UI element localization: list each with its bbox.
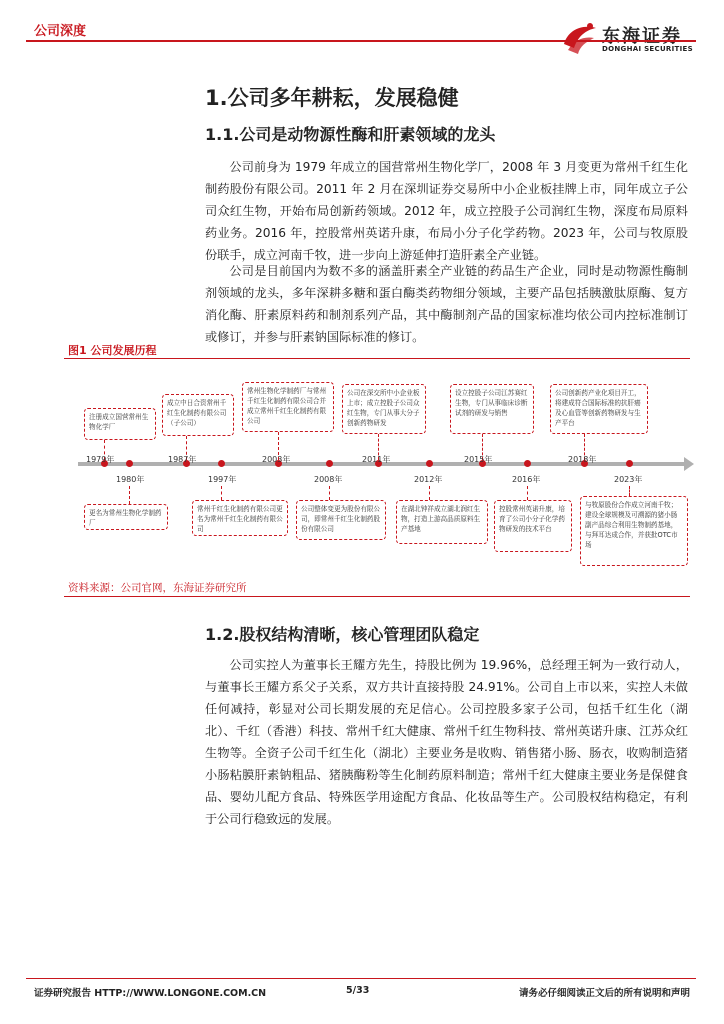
timeline-year: 2012年 xyxy=(414,475,443,484)
paragraph-ownership-structure: 公司实控人为董事长王耀方先生，持股比例为 19.96%，总经理王轲为一致行动人，与董事长王耀方系父子关系，双方共计直接持股 24.91%。公司自上市以来，实控人未做任何减持，彰显对公司长期发展的充足信心。公司控股多家子公司，包括千红生化（湖北）、千红（香港）科技、常州千红大健康、常州千红生物科技、常州英诺升康、江苏众红生物等。全资子公司千红生化（湖北）主要业务是收购、销售猪小肠、肠衣，收购制造猪小肠粘膜肝素钠粗品、猪胰酶粉等生化制药原料制造；常州千红大健康主要业务是保健食品、婴幼儿配方食品、特殊医学用途配方食品、化妆品等生产。公司股权结构稳定，有利于公司行稳致远的发展。 xyxy=(205,658,688,826)
timeline-event-box: 注册成立国营常州生物化学厂 xyxy=(84,408,156,440)
timeline-event-box: 在湖北钟祥成立湖北润红生物，打造上游高品质原料生产基地 xyxy=(396,500,488,544)
timeline-year: 2016年 xyxy=(512,475,541,484)
timeline-connector xyxy=(221,486,222,500)
figure-source: 资料来源：公司官网，东海证券研究所 xyxy=(68,582,247,594)
timeline-event-box: 常州千红生化制药有限公司更名为常州千红生化制药有限公司 xyxy=(192,500,288,536)
section-title: 1.公司多年耕耘，发展稳健 xyxy=(205,86,459,110)
development-timeline xyxy=(64,362,690,574)
paragraph-company-position: 公司是目前国内为数不多的涵盖肝素全产业链的药品生产企业，同时是动物源性酶制剂领域的龙头，多年深耕多糖和蛋白酶类药物细分领域，主要产品包括胰激肽原酶、复方消化酶、肝素原料药和制剂系列产品，其中酶制剂产品的国家标准均依公司内控标准制订或修订，并参与肝素钠国际标准的修订。 xyxy=(205,264,688,344)
timeline-year: 2011年 xyxy=(362,455,391,464)
timeline-year: 1979年 xyxy=(86,455,115,464)
timeline-dot xyxy=(626,460,633,467)
timeline-event-box: 设立控股子公司江苏赛红生物，专门从事临床诊断试剂的研发与销售 xyxy=(450,384,534,434)
timeline-dot xyxy=(524,460,531,467)
timeline-event-box: 公司整体变更为股份有限公司，即常州千红生化制药股份有限公司 xyxy=(296,500,386,540)
timeline-year: 1997年 xyxy=(208,475,237,484)
timeline-dot xyxy=(218,460,225,467)
logo-emblem-icon xyxy=(560,18,600,58)
timeline-year: 1987年 xyxy=(168,455,197,464)
timeline-year: 2018年 xyxy=(568,455,597,464)
logo-text-en: DONGHAI SECURITIES xyxy=(602,45,693,53)
timeline-connector xyxy=(129,486,130,504)
timeline-event-box: 控股常州英诺升康，培育了公司小分子化学药物研发的技术平台 xyxy=(494,500,572,552)
figure-top-rule xyxy=(64,358,690,359)
timeline-event-box: 成立中日合资常州千红生化制药有限公司（子公司） xyxy=(162,394,234,436)
timeline-dot xyxy=(326,460,333,467)
subsection-title-1-1: 1.1.公司是动物源性酶和肝素领域的龙头 xyxy=(205,125,496,144)
subsection-title-1-2: 1.2.股权结构清晰，核心管理团队稳定 xyxy=(205,625,480,644)
timeline-connector xyxy=(629,486,630,496)
timeline-connector xyxy=(329,486,330,500)
timeline-event-box: 公司在深交所中小企业板上市；成立控股子公司众红生物，专门从事大分子创新药物研发 xyxy=(342,384,426,434)
timeline-year: 2023年 xyxy=(614,475,643,484)
timeline-connector xyxy=(527,486,528,500)
timeline-year: 2008年 xyxy=(314,475,343,484)
header-divider xyxy=(26,40,696,42)
footer-report-link[interactable]: 证券研究报告 HTTP://WWW.LONGONE.COM.CN xyxy=(34,988,267,999)
footer-divider xyxy=(26,978,696,979)
timeline-event-box: 公司创新药产业化项目开工，将建成符合国际标准的抗肝癌及心血管等创新药物研发与生产平台 xyxy=(550,384,648,434)
paragraph-company-history: 公司前身为 1979 年成立的国营常州生物化学厂，2008 年 3 月变更为常州千红生化制药股份有限公司。2011 年 2 月在深圳证券交易所中小企业板挂牌上市，同年成立子公司众红生物，开始布局创新药领域。2012 年，成立控股子公司润红生物，深度布局原料药业务。2016 年，控股常州英诺升康，布局小分子化学药物。2023 年，公司与牧原股份联手，成立河南千牧，进一步向上游延伸打造肝素全产业链。 xyxy=(205,160,688,262)
figure-bottom-rule xyxy=(64,596,690,597)
figure-title: 图1 公司发展历程 xyxy=(68,344,157,357)
timeline-event-box: 与牧原股份合作成立河南千牧；建设全球规模及可溯源的猪小肠副产品综合利用生物制药基地，与拜耳达成合作，并获批OTC市场 xyxy=(580,496,688,566)
timeline-arrow-icon xyxy=(684,457,694,471)
section-tag: 公司深度 xyxy=(34,24,87,39)
page-number: 5/33 xyxy=(346,985,370,996)
timeline-year: 2003年 xyxy=(262,455,291,464)
timeline-year: 2015年 xyxy=(464,455,493,464)
timeline-dot xyxy=(426,460,433,467)
timeline-connector xyxy=(429,486,430,500)
timeline-year: 1980年 xyxy=(116,475,145,484)
timeline-event-box: 常州生物化学制药厂与常州千红生化制药有限公司合并成立常州千红生化制药有限公司 xyxy=(242,382,334,432)
timeline-dot xyxy=(126,460,133,467)
footer-disclaimer: 请务必仔细阅读正文后的所有说明和声明 xyxy=(518,988,690,999)
timeline-event-box: 更名为常州生物化学制药厂 xyxy=(84,504,168,530)
logo-text-cn: 东海证券 xyxy=(602,26,682,47)
